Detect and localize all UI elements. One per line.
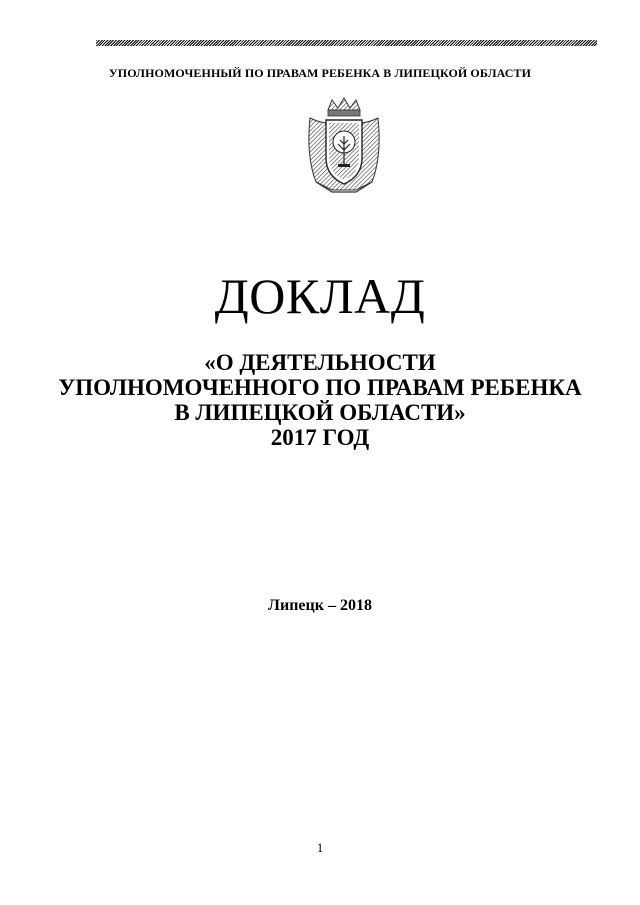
- subtitle-line: УПОЛНОМОЧЕННОГО ПО ПРАВАМ РЕБЕНКА: [58, 375, 582, 400]
- coat-of-arms-icon: [302, 96, 386, 196]
- top-decorative-rule: [96, 40, 597, 46]
- organization-header: УПОЛНОМОЧЕННЫЙ ПО ПРАВАМ РЕБЕНКА В ЛИПЕЦКОЙ ОБЛАСТИ: [108, 66, 532, 80]
- place-and-year: Липецк – 2018: [268, 597, 372, 614]
- report-subtitle: [0, 350, 640, 450]
- document-title: ДОКЛАД: [214, 268, 426, 324]
- page-number: 1: [316, 840, 324, 855]
- subtitle-line: «О ДЕЯТЕЛЬНОСТИ: [204, 350, 436, 375]
- subtitle-line: 2017 ГОД: [270, 425, 370, 450]
- subtitle-line: В ЛИПЕЦКОЙ ОБЛАСТИ»: [174, 400, 466, 425]
